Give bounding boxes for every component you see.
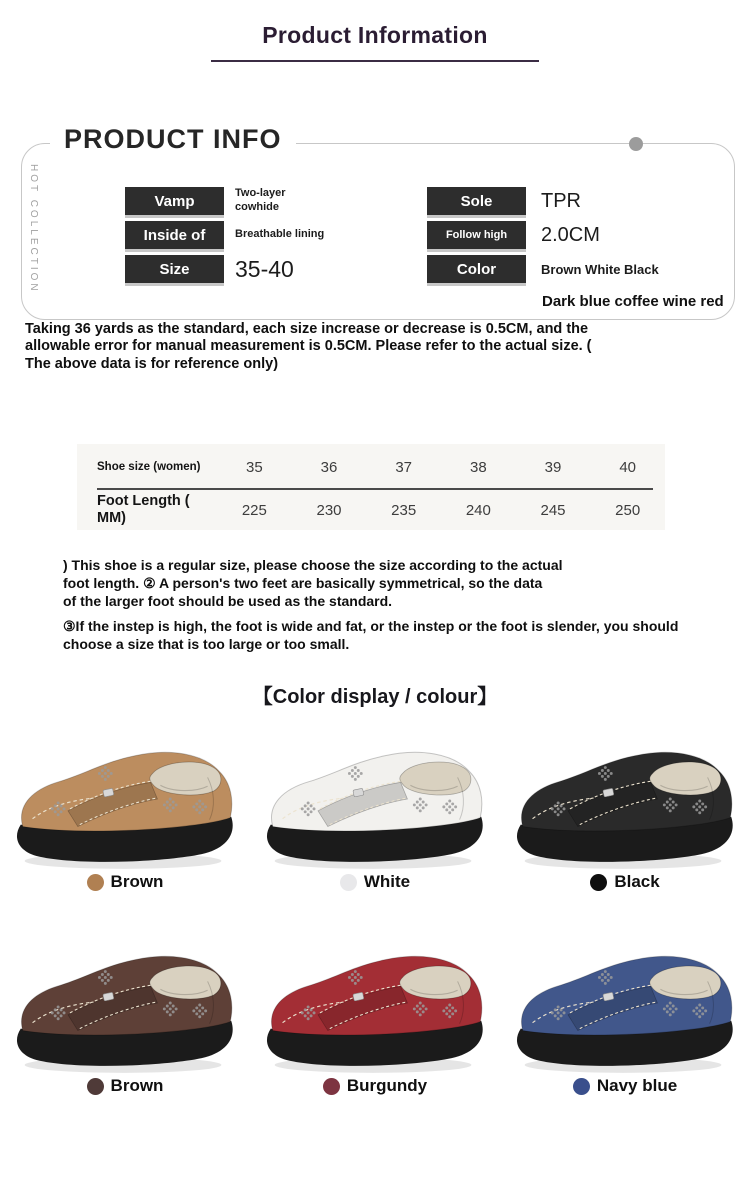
spec-label-heel: Follow high (427, 221, 526, 249)
spec-row-vamp (125, 187, 330, 215)
fit-note-line: foot length. ② A person's two feet are basically symmetrical, so the data (63, 574, 543, 591)
size-cell: 37 (395, 458, 413, 476)
length-cell: 250 (615, 501, 641, 519)
spec-row-heel (427, 221, 659, 249)
spec-value-sole: TPR (541, 189, 581, 212)
size-table-row2-label: Foot Length ( MM) (97, 493, 190, 526)
size-cell: 38 (470, 458, 487, 476)
spec-column-right (427, 187, 659, 289)
color-label (87, 1076, 164, 1096)
page-title: Product Information (262, 22, 488, 48)
size-cell: 40 (619, 458, 637, 476)
color-option-burgundy (250, 930, 500, 1096)
card-accent-dot (629, 137, 643, 151)
color-option-brown-light (0, 726, 250, 892)
color-swatch-dot (87, 1078, 104, 1095)
color-label (340, 872, 410, 892)
shoe-image-white (257, 726, 493, 874)
spec-label-inside: Inside of (125, 221, 224, 249)
color-label (573, 1076, 677, 1096)
color-display-heading: 【Color display / colour】 (252, 686, 498, 708)
shoe-image-burgundy (257, 930, 493, 1078)
fit-notes (63, 557, 678, 654)
fit-note-line: choose a size that is too large or too small. (63, 635, 350, 652)
spec-value-heel: 2.0CM (541, 223, 600, 246)
color-swatch-dot (573, 1078, 590, 1095)
color-swatch-dot (590, 874, 607, 891)
spec-value-inside: Breathable lining (235, 228, 325, 241)
spec-row-color (427, 255, 659, 283)
color-swatch-dot (340, 874, 357, 891)
spec-value-size: 35-40 (235, 255, 294, 282)
color-option-white (250, 726, 500, 892)
length-cell: 240 (465, 501, 491, 519)
spec-label-sole: Sole (427, 187, 526, 215)
hot-collection-label: HOT COLLECTION (28, 164, 39, 294)
color-name: Black (614, 872, 660, 891)
color-option-brown-dark (0, 930, 250, 1096)
spec-value-color: Brown White Black (541, 261, 659, 277)
size-note-line: allowable error for manual measurement is 0.5CM. Please refer to the actual size. ( (25, 338, 592, 355)
size-cell: 35 (245, 458, 263, 476)
length-cell: 235 (391, 501, 417, 519)
spec-value-color-extra: Dark blue coffee wine red (542, 293, 724, 310)
spec-row-inside (125, 221, 330, 249)
fit-note-paragraph-2 (63, 618, 678, 654)
size-table-divider (97, 488, 653, 490)
size-table-row1-label: Shoe size (women) (97, 461, 201, 473)
length-cell: 230 (316, 501, 342, 519)
spec-row-sole (427, 187, 659, 215)
fit-note-line: of the larger foot should be used as the standard. (63, 592, 393, 609)
spec-row-size (125, 255, 330, 283)
spec-label-vamp: Vamp (125, 187, 224, 215)
title-underline (211, 60, 539, 62)
fit-note-line: ③If the instep is high, the foot is wide and fat, or the instep or the foot is slender, you should (63, 617, 679, 634)
spec-label-size: Size (125, 255, 224, 283)
size-table (77, 444, 665, 530)
color-name: Brown (110, 1076, 164, 1095)
length-cell: 225 (241, 501, 267, 519)
color-label (323, 1076, 427, 1096)
color-row-2 (0, 930, 750, 1096)
color-name: Navy blue (596, 1076, 678, 1095)
color-name: Brown (110, 872, 164, 891)
size-note-line: The above data is for reference only) (25, 355, 279, 372)
shoe-image-navy-blue (507, 930, 743, 1078)
color-name: White (363, 872, 411, 891)
shoe-image-brown-light (7, 726, 243, 874)
size-table-row-sizes (97, 454, 665, 480)
fit-note-line: ) This shoe is a regular size, please choose the size according to the actual (63, 557, 563, 573)
shoe-image-brown-dark (7, 930, 243, 1078)
color-swatch-dot (87, 874, 104, 891)
length-cell: 245 (540, 501, 566, 519)
spec-column-left (125, 187, 330, 289)
color-row-1 (0, 726, 750, 892)
size-cell: 39 (544, 458, 562, 476)
shoe-image-black (507, 726, 743, 874)
color-swatch-dot (323, 1078, 340, 1095)
spec-value-vamp: Two-layer cowhide (235, 187, 286, 213)
fit-note-paragraph-1 (63, 557, 678, 611)
color-option-black (500, 726, 750, 892)
size-note-line: Taking 36 yards as the standard, each size increase or decrease is 0.5CM, and the (25, 321, 589, 337)
color-label (87, 872, 164, 892)
color-name: Burgundy (346, 1076, 428, 1095)
color-label (590, 872, 659, 892)
size-cell: 36 (320, 458, 338, 476)
size-table-row-lengths (97, 494, 665, 526)
spec-label-color: Color (427, 255, 526, 283)
color-option-navy-blue (500, 930, 750, 1096)
size-note (25, 321, 592, 373)
product-info-heading: PRODUCT INFO (50, 124, 296, 155)
